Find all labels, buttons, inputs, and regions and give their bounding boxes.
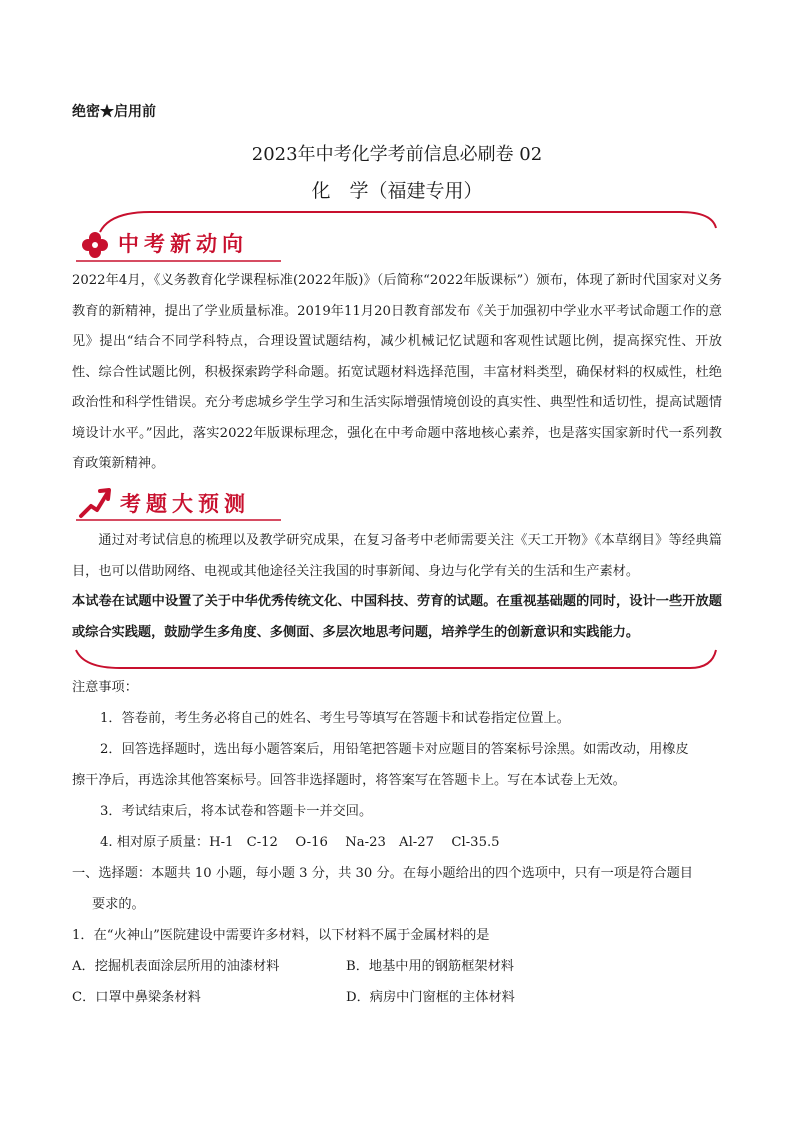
section-heading-predict: 考题大预测 bbox=[120, 492, 250, 516]
question-1-option-d: D．病房中门窗框的主体材料 bbox=[346, 990, 515, 1005]
heading-underline bbox=[76, 258, 286, 264]
note-1: 1．答卷前，考生务必将自己的姓名、考生号等填写在答题卡和试卷指定位置上。 bbox=[100, 711, 570, 726]
note-4: 4. 相对原子质量：H-1 C-12 O-16 Na-23 Al-27 Cl-35.5 bbox=[100, 835, 500, 850]
predict-paragraph-1: 通过对考试信息的梳理以及教学研究成果，在复习备考中老师需要关注《天工开物》《本草纲目》等经典篇目，也可以借助网络、电视或其他途径关注我国的时事新闻、身边与化学有关的生活和生产素材。 bbox=[72, 533, 722, 579]
notes-title: 注意事项： bbox=[72, 680, 138, 695]
question-1-option-c: C．口罩中鼻梁条材料 bbox=[72, 990, 201, 1005]
page-title: 2023年中考化学考前信息必刷卷 02 bbox=[251, 144, 543, 165]
clover-icon bbox=[80, 230, 110, 260]
predict-paragraph-2: 本试卷在试题中设置了关于中华优秀传统文化、中国科技、劳育的试题。在重视基础题的同时，设计一些开放题或综合实践题，鼓励学生多角度、多侧面、多层次地思考问题，培养学生的创新意识和实践能力。 bbox=[72, 594, 722, 640]
question-1-option-a: A．挖掘机表面涂层所用的油漆材料 bbox=[72, 959, 280, 974]
note-2b: 擦干净后，再选涂其他答案标号。回答非选择题时，将答案写在答题卡上。写在本试卷上无效。 bbox=[72, 773, 626, 788]
section-heading-trends: 中考新动向 bbox=[118, 232, 248, 256]
note-2a: 2．回答选择题时，选出每小题答案后，用铅笔把答题卡对应题目的答案标号涂黑。如需改动，用橡皮 bbox=[100, 742, 689, 757]
trends-paragraph: 2022年4月，《义务教育化学课程标准(2022年版)》（后简称“2022年版课标”）颁布，体现了新时代国家对义务教育的新精神，提出了学业质量标准。2019年11月20日教育部发布《关于加强初中学业水平考试命题工作的意见》提出“结合不同学科特点，合理设置试题结构，减少机械记忆试题和客观性试题比例，提高探究性、开放性、综合性试题比例，积极探索跨学科命题。拓宽试题材料选择范围，丰富材料类型，确保材料的权威性，杜绝政治性和科学性错误。充分考虑城乡学生学习和生活实际增强情境创设的真实性、典型性和适切性，提高试题情境设计水平。”因此，落实2022年版课标理念，强化在中考命题中落地核心素养，也是落实国家新时代一系列教育政策新精神。 bbox=[72, 273, 722, 471]
heading-underline bbox=[76, 517, 286, 523]
page-subtitle: 化 学（福建专用） bbox=[311, 180, 483, 202]
rising-arrow-icon bbox=[78, 486, 112, 520]
secret-label: 绝密★启用前 bbox=[72, 104, 156, 120]
note-3: 3．考试结束后，将本试卷和答题卡一并交回。 bbox=[100, 804, 373, 819]
part1-instructions-cont: 要求的。 bbox=[92, 897, 145, 912]
part1-instructions: 一、选择题：本题共 10 小题，每小题 3 分，共 30 分。在每小题给出的四个选项中，只有一项是符合题目 bbox=[72, 866, 693, 881]
question-1-stem: 1．在“火神山”医院建设中需要许多材料，以下材料不属于金属材料的是 bbox=[72, 928, 490, 943]
question-1-option-b: B．地基中用的钢筋框架材料 bbox=[346, 959, 514, 974]
